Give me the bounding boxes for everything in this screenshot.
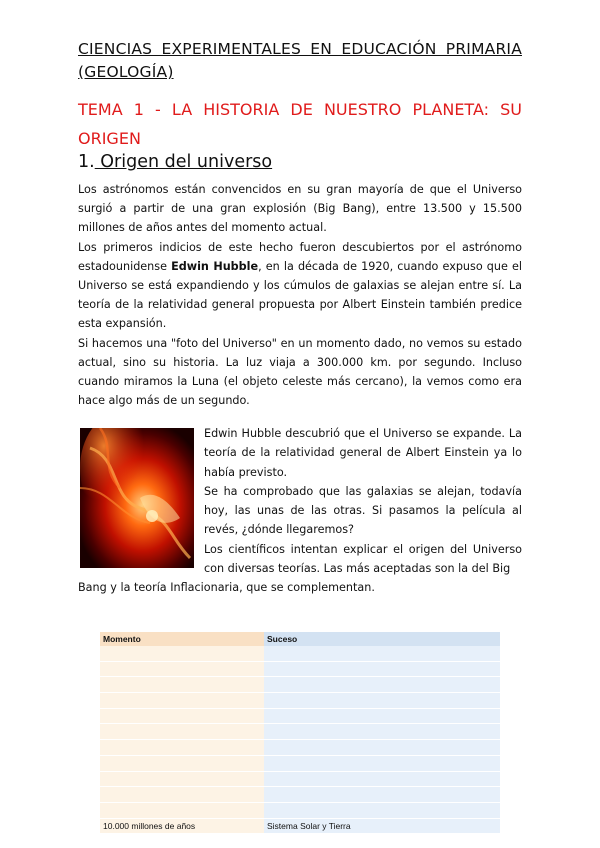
table-cell: [264, 787, 500, 803]
highlight-name: Edwin Hubble: [171, 259, 259, 273]
timeline-table: [100, 632, 500, 834]
paragraph: Los astrónomos están convencidos en su gran mayoría de que el Universo surgió a partir de una gran explosión (Big Bang), entre 13.500 y 15.500 millones de años antes del momento actual.: [78, 183, 522, 235]
paragraph-text: , en la década de 1920, cuando expuso que el Universo se está expandiendo y los cúmulos de galaxias se alejan entre sí. La teoría de la relatividad general propuesta por Albert Einstein también predice esta expansión.: [78, 259, 522, 331]
table-cell: [100, 708, 264, 724]
table-cell: [100, 724, 264, 740]
table-row: [100, 693, 500, 709]
paragraph: Edwin Hubble descubrió que el Universo se expande. La teoría de la relatividad general de Albert Einstein ya lo había previsto.: [204, 427, 522, 479]
table-cell: Sistema Solar y Tierra: [264, 818, 500, 834]
paragraph: Si hacemos una "foto del Universo" en un momento dado, no vemos su estado actual, sino su historia. La luz viaja a 300.000 km. por segundo. Incluso cuando miramos la Luna (el objeto celeste más cercano), la vemos como era hace algo más de un segundo.: [78, 336, 522, 408]
paragraph-text: Los primeros indicios de este hecho fueron descubiertos por el astrónomo estadounidense: [78, 240, 522, 273]
column-header-momento: Momento: [100, 632, 264, 646]
table-row: [100, 755, 500, 771]
table-row: [100, 771, 500, 787]
table-cell: [100, 771, 264, 787]
paragraph: Los científicos intentan explicar el origen del Universo con diversas teorías. Las más aceptadas son la del Big: [204, 542, 522, 576]
table-cell: [264, 755, 500, 771]
table-cell: [264, 646, 500, 661]
nebula-image: [80, 428, 194, 568]
table-cell: [100, 787, 264, 803]
course-title: CIENCIAS EXPERIMENTALES EN EDUCACIÓN PRIMARIA (GEOLOGÍA): [78, 40, 522, 81]
table-row: [100, 677, 500, 693]
bottom-text: [78, 578, 522, 597]
side-text: [204, 424, 522, 578]
table-cell: [264, 724, 500, 740]
table-cell: [100, 755, 264, 771]
table-cell: [264, 802, 500, 818]
table-cell: [264, 771, 500, 787]
table-cell: [100, 693, 264, 709]
table-cell: 10.000 millones de años: [100, 818, 264, 834]
nebula-illustration: [80, 428, 194, 568]
table-cell: [264, 677, 500, 693]
paragraph: Bang y la teoría Inflacionaria, que se complementan.: [78, 581, 375, 594]
table-cell: [264, 693, 500, 709]
paragraph-hubble: [78, 238, 522, 334]
table-cell: [264, 708, 500, 724]
column-header-suceso: Suceso: [264, 632, 500, 646]
table-row: [100, 661, 500, 677]
table-row: [100, 787, 500, 803]
table-body: [100, 646, 500, 834]
theme-title: TEMA 1 - LA HISTORIA DE NUESTRO PLANETA: SU ORIGEN: [78, 100, 522, 148]
table-row: [100, 740, 500, 756]
table-row: [100, 802, 500, 818]
table-cell: [100, 740, 264, 756]
table-row: [100, 724, 500, 740]
table-cell: [100, 802, 264, 818]
table-cell: [100, 677, 264, 693]
section-heading: [78, 150, 272, 174]
table-header-row: [100, 632, 500, 646]
table-row: [100, 646, 500, 661]
table-cell: [264, 740, 500, 756]
section-number: 1.: [78, 152, 95, 172]
table-row: [100, 818, 500, 834]
paragraph: Se ha comprobado que las galaxias se alejan, todavía hoy, las unas de las otras. Si pasamos la película al revés, ¿dónde llegaremos?: [204, 484, 522, 537]
table-cell: [100, 646, 264, 661]
section-title: Origen del universo: [94, 152, 273, 172]
intro-text: [78, 180, 522, 410]
table-cell: [100, 661, 264, 677]
table-cell: [264, 661, 500, 677]
table-row: [100, 708, 500, 724]
